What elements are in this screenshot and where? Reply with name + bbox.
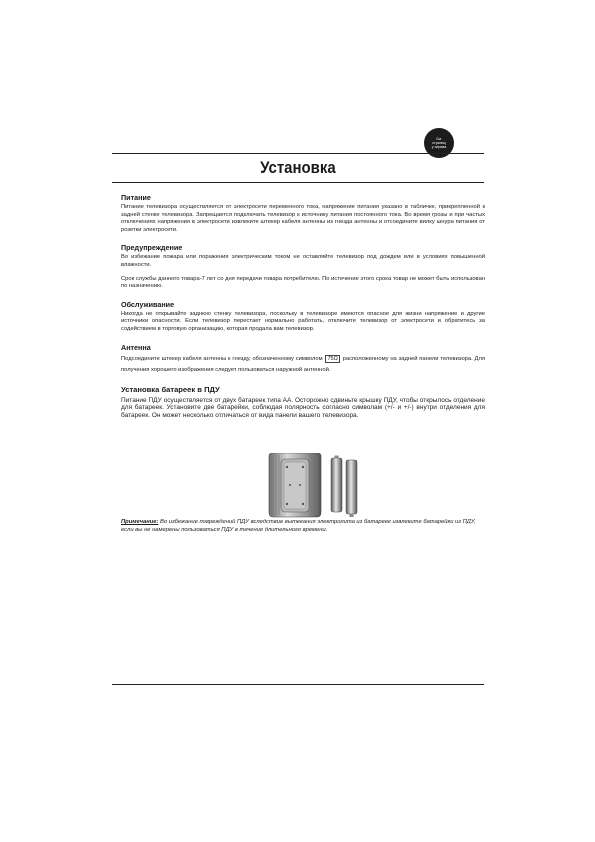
section-text-service-life: Срок службы данного товара-7 лет со дня передачи товара потребителю. По истечение этого срока товар не может быть использован по назначению.	[121, 275, 485, 290]
section-text-battery: Питание ПДУ осуществляется от двух батареек типа АА. Осторожно сдвиньте крышку ПДУ, чтобы открылось отделение для батареек. Установите две батарейки, соблюдая полярность согласно символам (+/- и +/-) внутри отделения для батареек. Он может несколько отличаться от вида панели вашего телевизора.	[121, 396, 485, 419]
footer-rule	[112, 684, 484, 685]
section-text-power: Питание телевизора осуществляется от электросети переменного тока, напряжение питания указано в табличке, прикрепленной к задней стенке телевизора. Запрещается подключать телевизор к источнику питания постоянного тока. Во время грозы и при частых отключениях напряжения в электросети извлеките штекер кабеля антенны из гнезда антенны и отсоедините вилку шнура питания от розетки электросети.	[121, 204, 485, 233]
section-power	[121, 193, 485, 234]
battery-installation-illustration	[265, 453, 365, 519]
section-heading-warning: Предупреждение	[121, 243, 183, 253]
note-text: Во избежание повреждений ПДУ вследствие вытекания электролита из батареек извлеките батарейки из ПДУ, если вы не намерены пользоваться ПДУ в течение длительного времени.	[121, 519, 476, 533]
section-warning	[121, 243, 485, 290]
content	[121, 193, 485, 428]
antenna-socket-symbol: 75Ω	[327, 355, 338, 362]
antenna-text-after: расположенному на задней панели телевизора. Для получения хорошего изображения следует пользоваться наружной антенной.	[121, 355, 485, 373]
section-battery	[121, 385, 485, 420]
badge-line-3: у справа	[431, 145, 447, 150]
section-heading-battery: Установка батареек в ПДУ	[121, 384, 220, 394]
section-maintenance	[121, 300, 485, 334]
antenna-text-before: Подсоедините штекер кабеля антенны к гнезду, обозначенному символом	[121, 355, 323, 362]
section-heading-antenna: Антенна	[121, 342, 151, 352]
note-label: Примечание:	[121, 519, 159, 525]
badge-line-1: См.	[435, 136, 443, 141]
section-heading-power: Питание	[121, 193, 151, 202]
page-title: Установка	[260, 158, 336, 177]
section-text-antenna	[121, 354, 485, 376]
section-antenna	[121, 343, 485, 376]
section-heading-maintenance: Обслуживание	[121, 299, 175, 309]
badge-line-2: страниц	[432, 140, 446, 145]
note	[121, 519, 487, 534]
title-bar	[112, 153, 484, 183]
section-text-maintenance: Никогда не открывайте заднюю стенку телевизора, поскольку в телевизоре имеются опасное для жизни напряжение и другие источники опасности. Если телевизор перестает нормально работать, отключите телевизор от электросети и обратитесь за содействием в торговую организацию, которая продала вам телевизор.	[121, 310, 485, 332]
section-text-warning: Во избежание пожара или поражения электрическим током не оставляйте телевизор под дождем или в условиях повышенной влажности.	[121, 254, 485, 268]
aa-battery-icon	[331, 456, 357, 518]
remote-battery-compartment-icon	[265, 453, 365, 519]
